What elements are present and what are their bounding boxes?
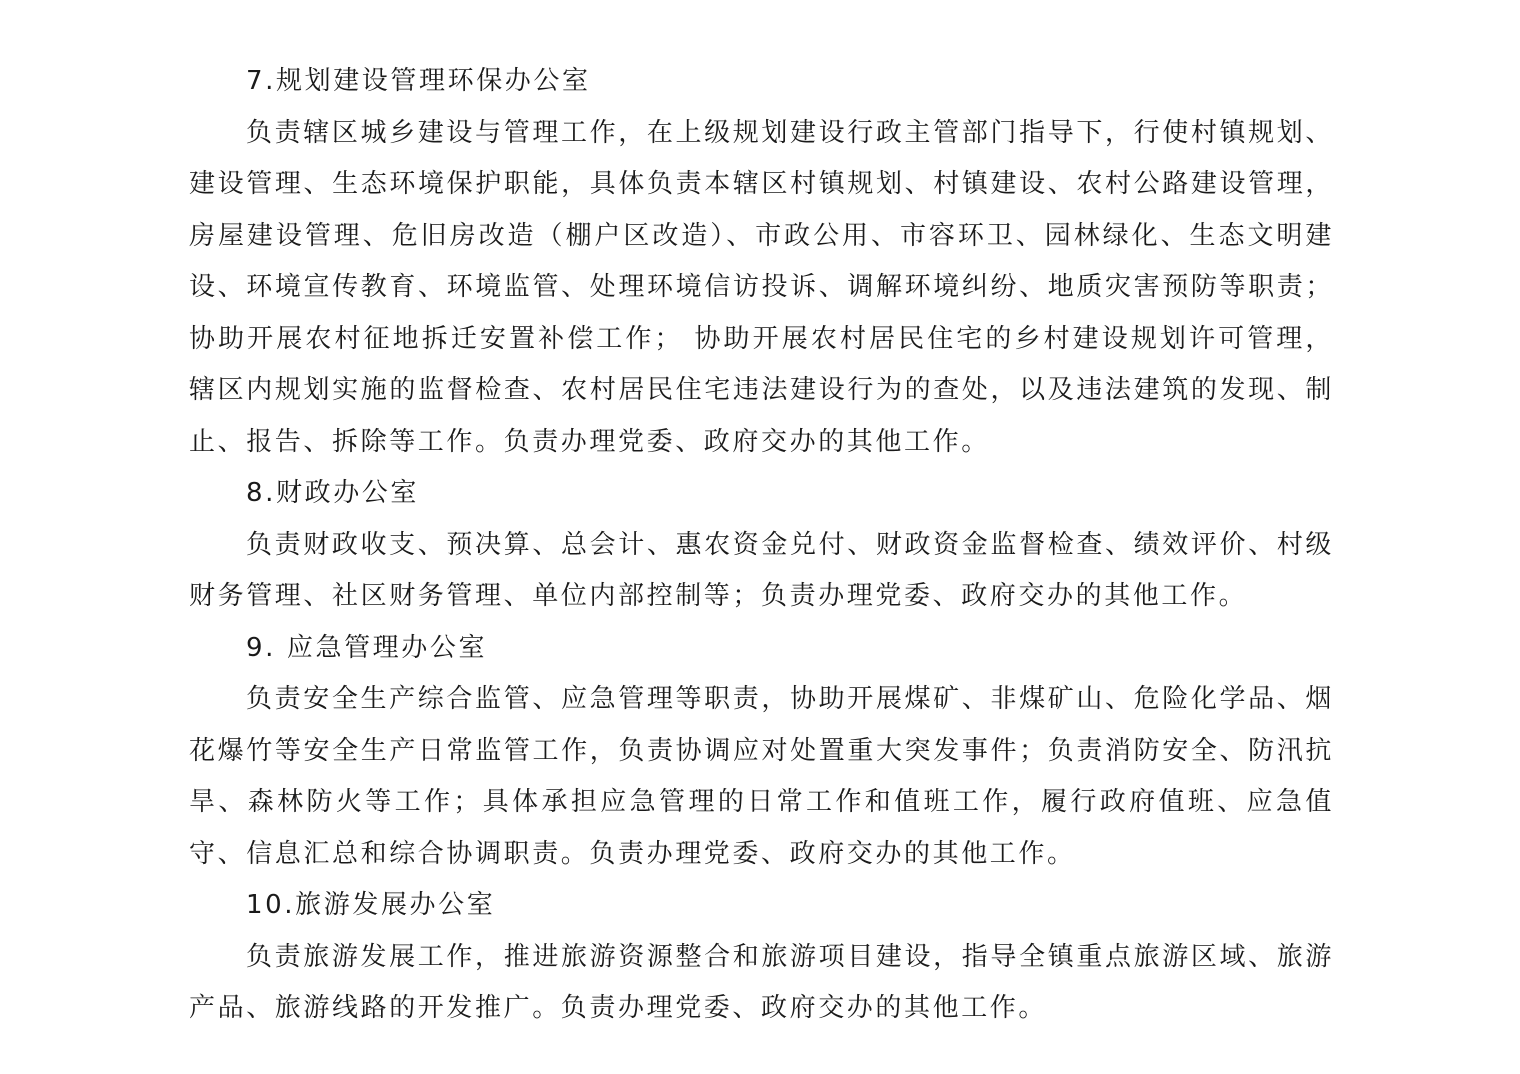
section-finance-office xyxy=(189,468,1334,623)
section-tourism-office xyxy=(189,880,1334,1035)
section-body: 负责财政收支、预决算、总会计、惠农资金兑付、财政资金监督检查、绩效评价、村级财务管理、社区财务管理、单位内部控制等；负责办理党委、政府交办的其他工作。 xyxy=(189,529,1334,611)
section-heading: 7.规划建设管理环保办公室 xyxy=(246,66,591,96)
section-heading: 9. 应急管理办公室 xyxy=(246,632,488,663)
section-body: 负责安全生产综合监管、应急管理等职责，协助开展煤矿、非煤矿山、危险化学品、烟花爆竹等安全生产日常监管工作，负责协调应对处置重大突发事件；负责消防安全、防汛抗旱、森林防火等工作；具体承担应急管理的日常工作和值班工作，履行政府值班、应急值守、信息汇总和综合协调职责。负责办理党委、政府交办的其他工作。 xyxy=(189,684,1334,869)
section-heading: 8.财政办公室 xyxy=(246,478,420,508)
section-planning-office xyxy=(189,56,1334,468)
section-heading: 10.旅游发展办公室 xyxy=(246,890,496,920)
section-emergency-office xyxy=(189,623,1334,881)
section-body: 负责旅游发展工作，推进旅游资源整合和旅游项目建设，指导全镇重点旅游区域、旅游产品、旅游线路的开发推广。负责办理党委、政府交办的其他工作。 xyxy=(189,941,1334,1023)
document-page xyxy=(189,56,1334,1035)
section-body: 负责辖区城乡建设与管理工作，在上级规划建设行政主管部门指导下，行使村镇规划、建设管理、生态环境保护职能，具体负责本辖区村镇规划、村镇建设、农村公路建设管理，房屋建设管理、危旧房改造（棚户区改造）、市政公用、市容环卫、园林绿化、生态文明建设、环境宣传教育、环境监管、处理环境信访投诉、调解环境纠纷、地质灾害预防等职责；协助开展农村征地拆迁安置补偿工作； 协助开展农村居民住宅的乡村建设规划许可管理，辖区内规划实施的监督检查、农村居民住宅违法建设行为的查处，以及违法建筑的发现、制止、报告、拆除等工作。负责办理党委、政府交办的其他工作。 xyxy=(189,117,1334,457)
